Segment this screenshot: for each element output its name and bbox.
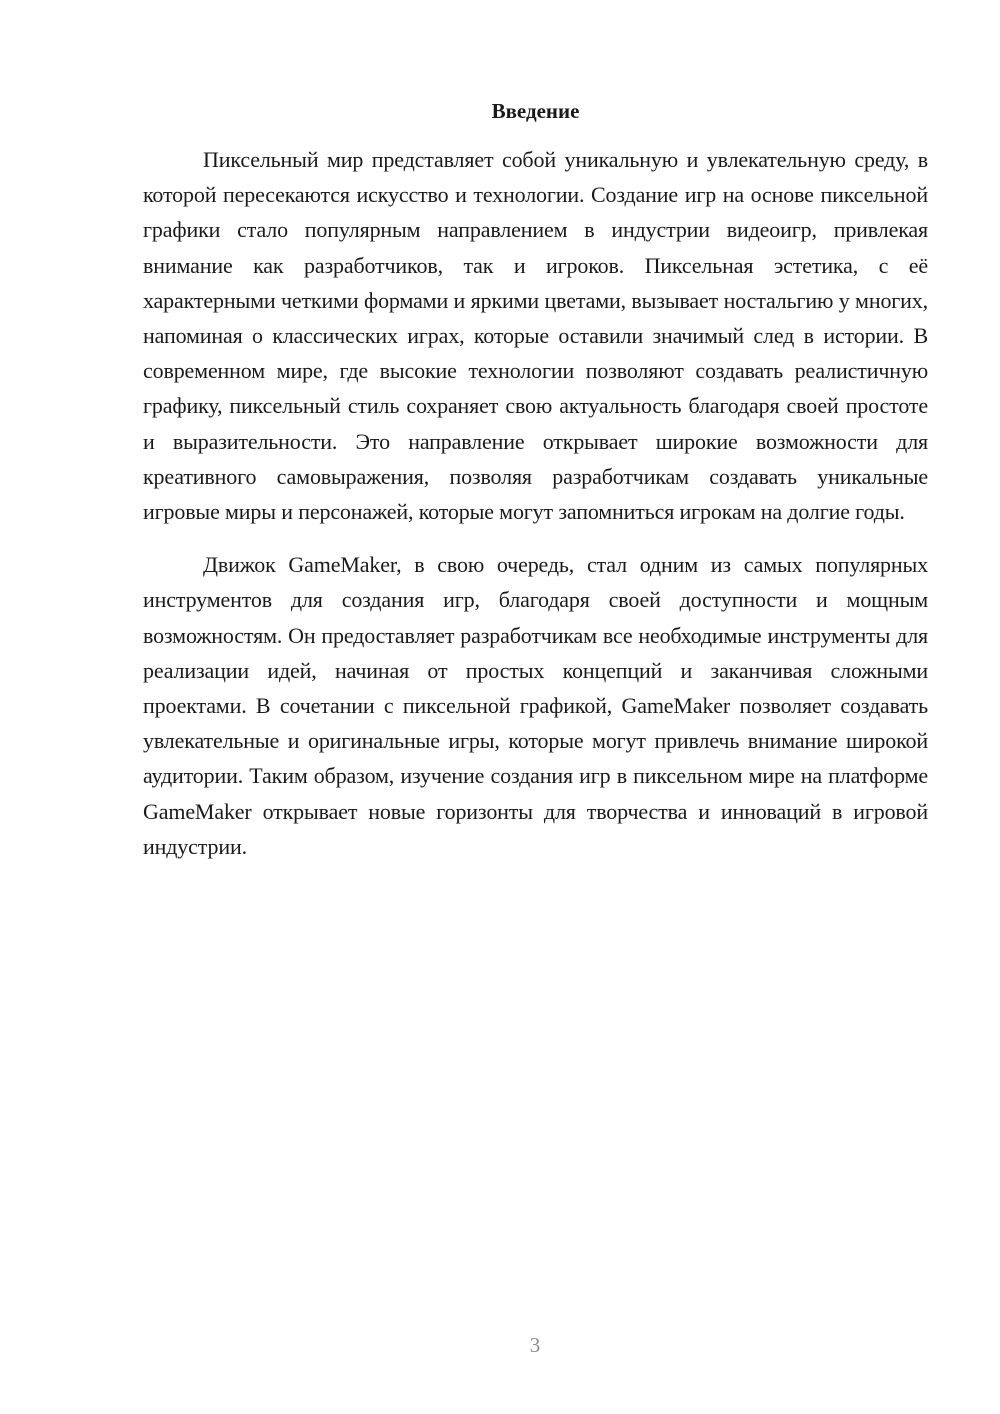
page-number: 3 <box>529 1333 541 1357</box>
document-page <box>143 94 928 864</box>
paragraph-intro: Пиксельный мир представляет собой уникальную и увлекательную среду, в которой пересекаются искусство и технологии. Создание игр на основе пиксельной графики стало популярным направлением в индустрии видеоигр, привлекая внимание как разработчиков, так и игроков. Пиксельная эстетика, с её характерными четкими формами и яркими цветами, вызывает ностальгию у многих, напоминая о классических играх, которые оставили значимый след в истории. В современном мире, где высокие технологии позволяют создавать реалистичную графику, пиксельный стиль сохраняет свою актуальность благодаря своей простоте и выразительности. Это направление открывает широкие возможности для креативного самовыражения, позволяя разработчикам создавать уникальные игровые миры и персонажей, которые могут запомниться игрокам на долгие годы. <box>143 147 928 525</box>
paragraph-gamemaker: Движок GameMaker, в свою очередь, стал одним из самых популярных инструментов для создания игр, благодаря своей доступности и мощным возможностям. Он предоставляет разработчикам все необходимые инструменты для реализации идей, начиная от простых концепций и заканчивая сложными проектами. В сочетании с пиксельной графикой, GameMaker позволяет создавать увлекательные и оригинальные игры, которые могут привлечь внимание широкой аудитории. Таким образом, изучение создания игр в пиксельном мире на платформе GameMaker открывает новые горизонты для творчества и инноваций в игровой индустрии. <box>143 552 928 859</box>
section-heading: Введение <box>491 99 580 123</box>
